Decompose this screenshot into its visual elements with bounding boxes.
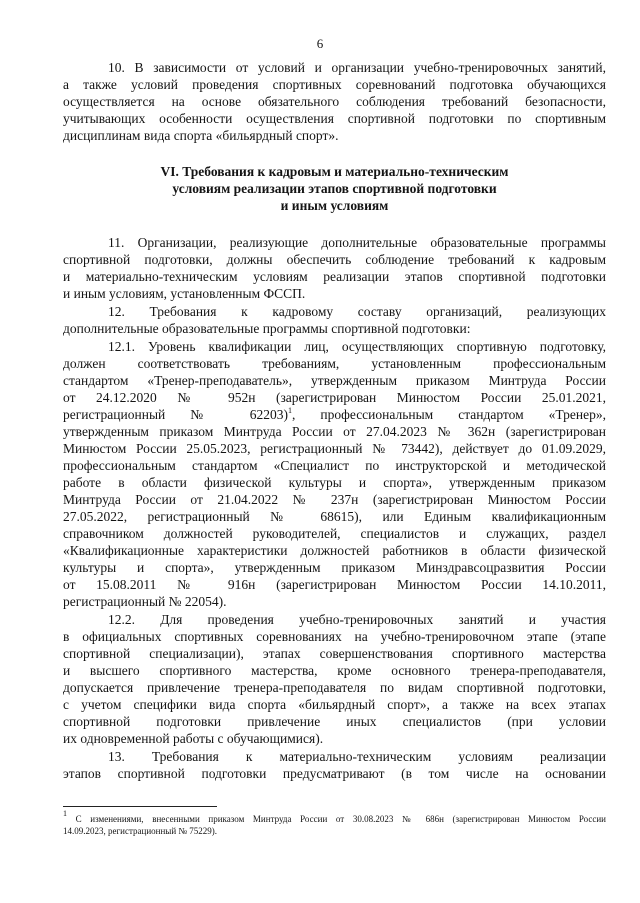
paragraph-10-line: а также условий проведения спортивных соревнований подготовка обучающихся — [63, 77, 606, 92]
paragraph-12-line: 12. Требования к кадровому составу организаций, реализующих — [108, 304, 606, 319]
paragraph-12-2-line: спортивной специализации), этапах совершенствования спортивного мастерства — [63, 646, 606, 661]
paragraph-12-2-line: спортивной подготовки привлечение иных специалистов (при условии — [63, 714, 606, 729]
section-heading-line: условиям реализации этапов спортивной подготовки — [172, 181, 497, 196]
paragraph-12-1-line: профессиональным стандартом «Специалист по инструкторской и методической — [63, 458, 606, 473]
paragraph-12-1-line: Минтруда России от 21.04.2022 № 237н (зарегистрирован Минюстом России — [63, 492, 606, 507]
paragraph-12-1-line: стандартом «Тренер-преподаватель», утвержденным приказом Минтруда России — [63, 373, 606, 388]
paragraph-12-1-line: регистрационный № 22054). — [63, 594, 227, 609]
footnote-mark: 1 — [63, 809, 67, 818]
registration-number-text: регистрационный № 62203) — [63, 407, 289, 422]
paragraph-12-2-line: и высшего спортивного мастерства, кроме основного тренера-преподавателя, — [63, 663, 606, 678]
paragraph-12-1-line: 12.1. Уровень квалификации лиц, осуществляющих спортивную подготовку, — [108, 339, 606, 354]
footnote-text: С изменениями, внесенными приказом Минтруда России от 30.08.2023 № 686н (зарегистрирован Минюстом России — [67, 814, 606, 824]
professional-standard-text: , профессиональным стандартом «Тренер», — [292, 407, 607, 422]
paragraph-12-1-line: справочником должностей руководителей, специалистов и служащих, раздел — [63, 526, 606, 541]
paragraph-12-1-line: должен соответствовать требованиям, установленным профессиональным — [63, 356, 606, 371]
paragraph-10-line: учитывающих особенности осуществления спортивной подготовки по спортивным — [63, 111, 606, 126]
paragraph-10-line: осуществляется на основе обязательного соблюдения требований безопасности, — [63, 94, 606, 109]
paragraph-12-2-line: 12.2. Для проведения учебно-тренировочных занятий и участия — [108, 612, 606, 627]
paragraph-12-line: дополнительные образовательные программы спортивной подготовки: — [63, 321, 471, 336]
paragraph-12-1-line: утвержденным приказом Минтруда России от 27.04.2023 № 362н (зарегистрирован — [63, 424, 606, 439]
paragraph-10-line: 10. В зависимости от условий и организации учебно-тренировочных занятий, — [108, 60, 606, 75]
paragraph-12-1-line: культуры и спорта», утвержденным приказом Минздравсоцразвития России — [63, 560, 606, 575]
paragraph-11-line: и материально-техническим условиям реализации этапов спортивной подготовки — [63, 269, 606, 284]
paragraph-11-line: спортивной подготовки, должны обеспечить соблюдение требований к кадровым — [63, 252, 606, 267]
paragraph-12-1-line: от 15.08.2011 № 916н (зарегистрирован Минюстом России 14.10.2011, — [63, 577, 606, 592]
paragraph-12-2-line: с учетом специфики вида спорта «бильярдный спорт», а также на всех этапах — [63, 697, 606, 712]
paragraph-12-2-line: в официальных спортивных соревнованиях на учебно-тренировочном этапе (этапе — [63, 629, 606, 644]
footnote-line — [63, 809, 606, 825]
paragraph-12-1-line: от 24.12.2020 № 952н (зарегистрирован Минюстом России 25.01.2021, — [63, 390, 606, 405]
footnote-line: 14.09.2023, регистрационный № 75229). — [63, 826, 217, 836]
paragraph-13-line: этапов спортивной подготовки предусматривают (в том числе на основании — [63, 766, 606, 781]
paragraph-13-line: 13. Требования к материально-техническим условиям реализации — [108, 749, 606, 764]
paragraph-12-1-line: «Квалификационные характеристики должностей работников в области физической — [63, 543, 606, 558]
paragraph-12-1-line — [63, 407, 606, 423]
page-number: 6 — [316, 36, 324, 51]
footnote-reference: 1 — [288, 406, 293, 415]
paragraph-12-1-line: 27.05.2022, регистрационный № 68615), или Единым квалификационным — [63, 509, 606, 524]
paragraph-12-2-line: их одновременной работы с обучающимися). — [63, 731, 324, 746]
paragraph-12-2-line: допускается привлечение тренера-преподавателя по видам спортивной подготовки, — [63, 680, 606, 695]
footnote-separator — [63, 806, 217, 807]
paragraph-11-line: и иным условиям, установленным ФССП. — [63, 286, 306, 301]
section-heading-line: VI. Требования к кадровым и материально-техническим — [160, 164, 509, 179]
paragraph-10-line: дисциплинам вида спорта «бильярдный спорт». — [63, 128, 339, 143]
section-heading-line: и иным условиям — [280, 198, 389, 213]
paragraph-12-1-line: Минюстом России 25.05.2023, регистрационный № 73442), действует до 01.09.2029, — [63, 441, 606, 456]
paragraph-12-1-line: работе в области физической культуры и спорта», утвержденным приказом — [63, 475, 606, 490]
paragraph-11-line: 11. Организации, реализующие дополнительные образовательные программы — [108, 235, 606, 250]
